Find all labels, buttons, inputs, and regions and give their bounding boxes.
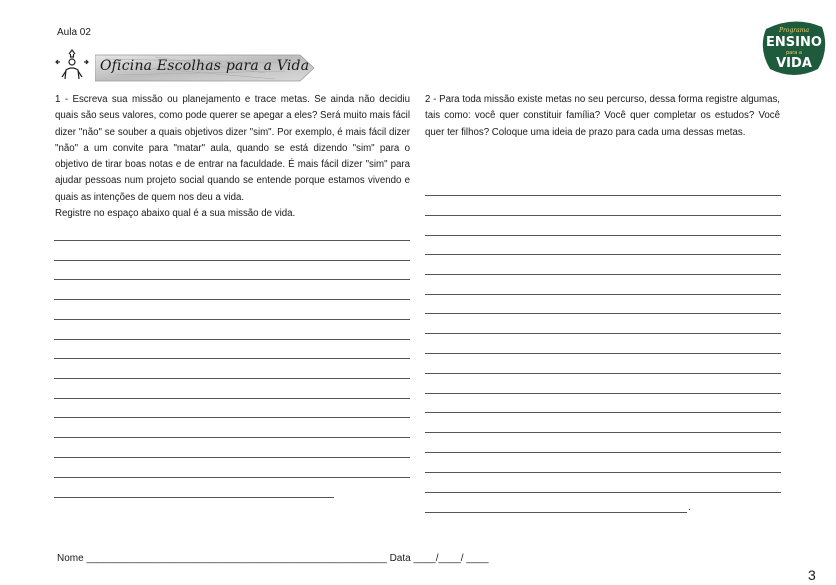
- logo-text-2: ENSINO: [766, 35, 822, 50]
- answer-line[interactable]: [54, 319, 410, 320]
- footer: [57, 553, 489, 564]
- banner-title: Oficina Escolhas para a Vida: [100, 58, 310, 74]
- program-logo: [760, 17, 828, 77]
- answer-line[interactable]: [54, 378, 410, 379]
- person-arrows-icon: [52, 45, 96, 85]
- logo-text-3: para a: [785, 50, 803, 56]
- answer-line[interactable]: [425, 215, 781, 216]
- answer-line[interactable]: [54, 437, 410, 438]
- answer-line[interactable]: [54, 457, 410, 458]
- question-1-instruction: Registre no espaço abaixo qual é a sua missão de vida.: [55, 208, 296, 219]
- answer-line[interactable]: [425, 472, 781, 473]
- answer-line[interactable]: [425, 412, 781, 413]
- answer-line[interactable]: [425, 452, 781, 453]
- date-label: Data: [389, 553, 411, 564]
- name-label: Nome: [57, 553, 84, 564]
- answer-line[interactable]: [425, 294, 781, 295]
- answer-line[interactable]: [425, 512, 687, 513]
- answer-line[interactable]: [54, 279, 410, 280]
- answer-line[interactable]: [54, 240, 410, 241]
- question-1-text: 1 - Escreva sua missão ou planejamento e trace metas. Se ainda não decidiu quais são seus valores, como pode querer se apegar a eles? Será muito mais fácil dizer "não" se souber a quais objetivos dizer "sim". Por exemplo, é mais fácil dizer "não" a um convite para "matar" aula, quando se está dizendo "sim" para o objetivo de tirar boas notas e de entrar na faculdade. É mais fácil dizer "sim" para ajudar pessoas num projeto social quando se entende porque estamos vivendo e quais as intenções de quem nos deu a vida.: [55, 94, 410, 203]
- answer-line[interactable]: [425, 492, 781, 493]
- answer-line[interactable]: [54, 339, 410, 340]
- logo-text-1: Programa: [778, 27, 810, 34]
- end-period: .: [688, 502, 691, 513]
- date-field[interactable]: ____/____/ ____: [413, 553, 489, 564]
- question-2-text: 2 - Para toda missão existe metas no seu percurso, dessa forma registre algumas, tais como: você quer constituir família? Você quer completar os estudos? Você quer ter filhos? Coloque uma ideia de prazo para cada uma dessas metas.: [425, 94, 780, 138]
- answer-line[interactable]: [425, 313, 781, 314]
- answer-line[interactable]: [54, 497, 334, 498]
- lesson-label: Aula 02: [57, 27, 91, 38]
- answer-line[interactable]: [425, 432, 781, 433]
- answer-line[interactable]: [54, 358, 410, 359]
- answer-line[interactable]: [54, 299, 410, 300]
- page-number: 3: [808, 567, 816, 583]
- answer-line[interactable]: [425, 373, 781, 374]
- answer-line[interactable]: [425, 195, 781, 196]
- answer-line[interactable]: [54, 477, 410, 478]
- answer-line[interactable]: [425, 274, 781, 275]
- answer-line[interactable]: [54, 260, 410, 261]
- answer-line[interactable]: [425, 254, 781, 255]
- logo-text-4: VIDA: [776, 56, 812, 71]
- answer-line[interactable]: [54, 417, 410, 418]
- answer-line[interactable]: [425, 333, 781, 334]
- answer-line[interactable]: [54, 398, 410, 399]
- answer-line[interactable]: [425, 235, 781, 236]
- answer-line[interactable]: [425, 353, 781, 354]
- answer-line[interactable]: [425, 393, 781, 394]
- name-field[interactable]: ______________________________________________________: [86, 553, 387, 564]
